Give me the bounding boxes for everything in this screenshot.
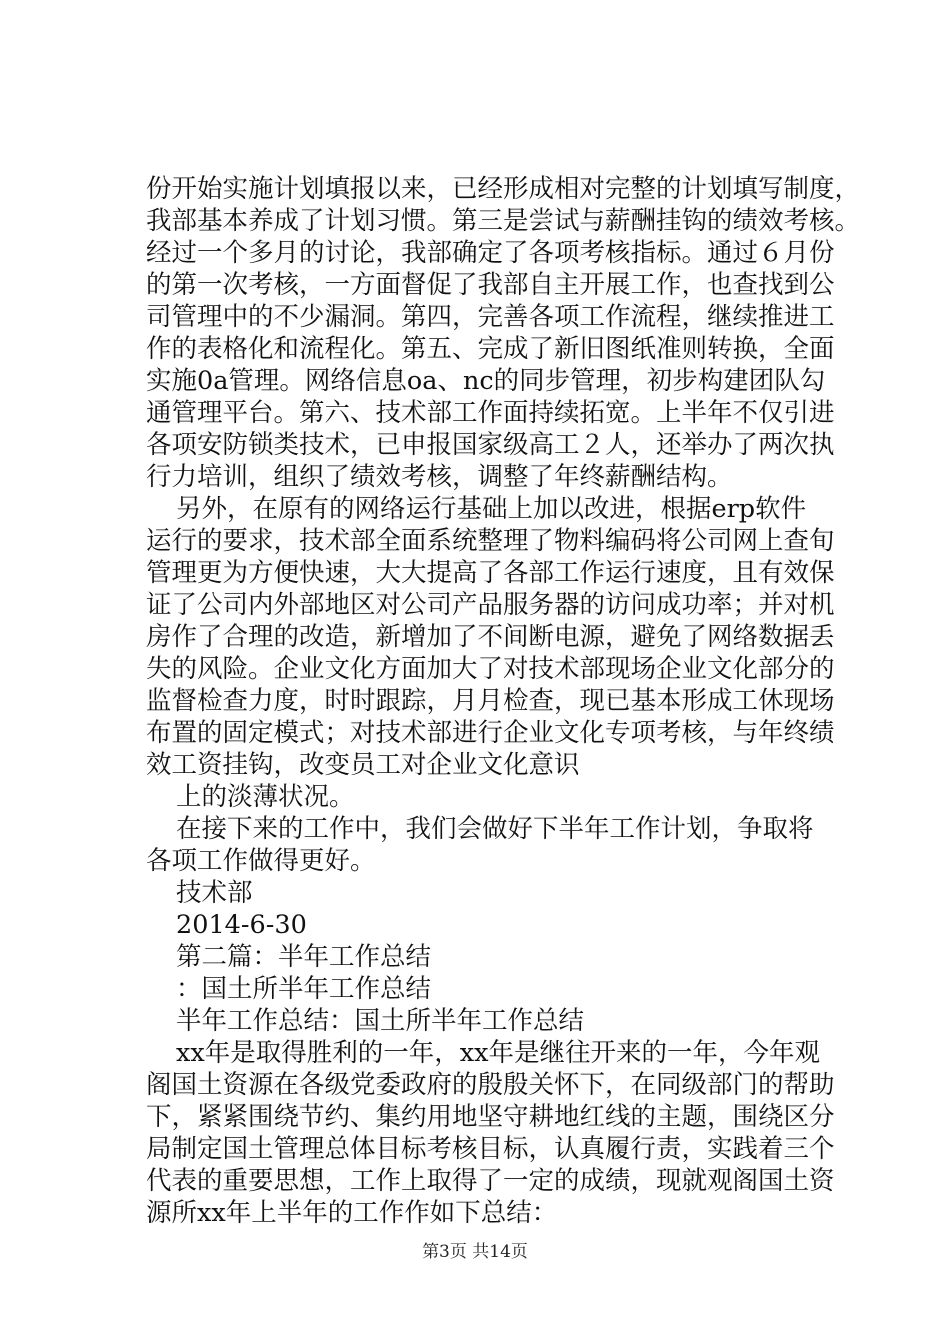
text-line: 上的淡薄状况。 [176, 782, 355, 812]
text-line: 下，紧紧围绕节约、集约用地坚守耕地红线的主题，围绕区分 [146, 1102, 835, 1132]
text-line: 各项安防锁类技术，已申报国家级高工２人，还举办了两次执 [146, 430, 835, 460]
text-line: 代表的重要思想，工作上取得了一定的成绩，现就观阁国土资 [146, 1166, 835, 1196]
text-line: 经过一个多月的讨论，我部确定了各项考核指标。通过６月份 [146, 238, 835, 268]
text-line: 管理更为方便快速，大大提高了各部工作运行速度，且有效保 [146, 558, 835, 588]
text-line: 效工资挂钩，改变员工对企业文化意识 [146, 750, 580, 780]
text-line: 司管理中的不少漏洞。第四，完善各项工作流程，继续推进工 [146, 302, 835, 332]
section-subtitle: ：国土所半年工作总结 [176, 974, 432, 1004]
text-line: 局制定国土管理总体目标考核目标，认真履行责，实践着三个 [146, 1134, 835, 1164]
text-line: 在接下来的工作中，我们会做好下半年工作计划，争取将 [176, 814, 814, 844]
text-line: 证了公司内外部地区对公司产品服务器的访问成功率；并对机 [146, 590, 835, 620]
text-line: 源所xx年上半年的工作作如下总结： [146, 1198, 558, 1228]
text-line: 份开始实施计划填报以来，已经形成相对完整的计划填写制度， [146, 174, 861, 204]
text-line: 运行的要求，技术部全面系统整理了物料编码将公司网上查旬 [146, 526, 835, 556]
signature-dept: 技术部 [176, 878, 253, 908]
text-line: 各项工作做得更好。 [146, 846, 376, 876]
text-line: 失的风险。企业文化方面加大了对技术部现场企业文化部分的 [146, 654, 835, 684]
text-line: 作的表格化和流程化。第五、完成了新旧图纸准则转换，全面 [146, 334, 835, 364]
text-line: 我部基本养成了计划习惯。第三是尝试与薪酬挂钩的绩效考核。 [146, 206, 861, 236]
text-line: xx年是取得胜利的一年，xx年是继往开来的一年，今年观 [176, 1038, 821, 1068]
text-line: 另外，在原有的网络运行基础上加以改进，根据erp软件 [176, 494, 807, 524]
text-line: 通管理平台。第六、技术部工作面持续拓宽。上半年不仅引进 [146, 398, 835, 428]
text-line: 房作了合理的改造，新增加了不间断电源，避免了网络数据丢 [146, 622, 835, 652]
text-line: 的第一次考核，一方面督促了我部自主开展工作，也查找到公 [146, 270, 835, 300]
section-heading: 半年工作总结：国土所半年工作总结 [176, 1006, 585, 1036]
section-title: 第二篇：半年工作总结 [176, 942, 432, 972]
text-line: 监督检查力度，时时跟踪，月月检查，现已基本形成工休现场 [146, 686, 835, 716]
signature-date: 2014-6-30 [176, 910, 307, 940]
text-line: 布置的固定模式；对技术部进行企业文化专项考核，与年终绩 [146, 718, 835, 748]
text-line: 行力培训，组织了绩效考核，调整了年终薪酬结构。 [146, 462, 733, 492]
page-footer: 第3页 共14页 [422, 1242, 528, 1262]
text-line: 实施0a管理。网络信息oa、nc的同步管理，初步构建团队勾 [146, 366, 826, 396]
text-line: 阁国土资源在各级党委政府的殷殷关怀下，在同级部门的帮助 [146, 1070, 835, 1100]
